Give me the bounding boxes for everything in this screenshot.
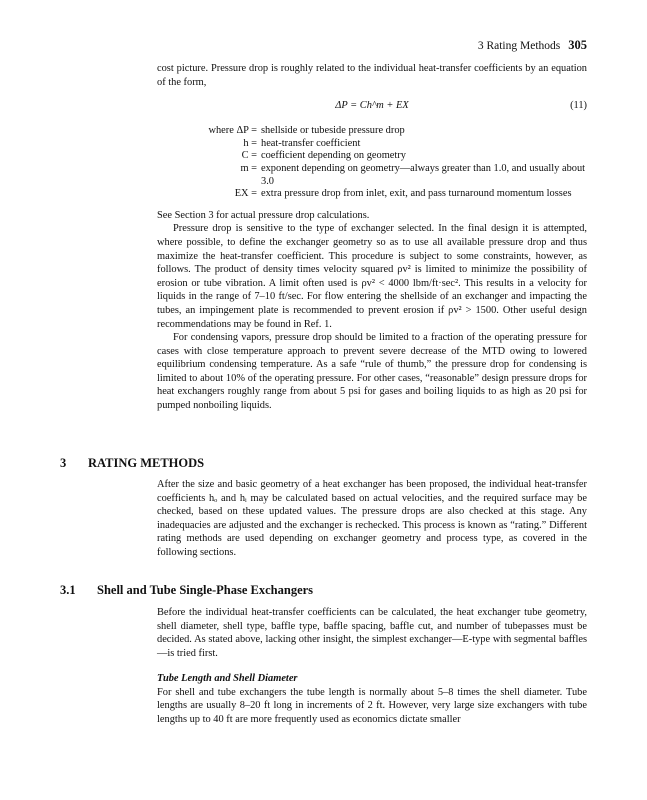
body-text [157, 62, 587, 413]
definition-text: heat-transfer coefficient [261, 137, 361, 149]
definition-label: m = [240, 162, 257, 174]
definition-text: shellside or tubeside pressure drop [261, 125, 405, 137]
subsection-body [157, 606, 587, 660]
definition-item [157, 188, 587, 201]
definition-label: h = [243, 137, 257, 149]
section-paragraph: After the size and basic geometry of a heat exchanger has been proposed, the individual heat-transfer coefficients hₒ and hᵢ may be calculated based on actual velocities, and the required surface may be checked, based on these updated values. The pressure drops are also checked at this stage. Any inadequacies are adjusted and the exchanger is rechecked. This process is known as “rating.” Different rating methods are used depending on exchanger geometry and process type, as covered in the following sections. [157, 479, 587, 558]
section-number: 3 [60, 456, 67, 470]
equation-expression: ΔP = Ch^m + EX [335, 100, 409, 112]
paragraph-see-section: See Section 3 for actual pressure drop calculations. [157, 209, 370, 221]
runin-block [157, 672, 587, 726]
subsection-paragraph: Before the individual heat-transfer coefficients can be calculated, the heat exchanger tube geometry, shell diameter, shell type, baffle type, baffle spacing, baffle cut, and number of tubepasses must be decided. As stated above, lacking other insight, the simplest exchanger—E-type with segmental baffles—is tried first. [157, 607, 587, 659]
subsection-heading [60, 583, 590, 598]
subsection-title: Shell and Tube Single-Phase Exchangers [97, 583, 314, 597]
runin-heading: Tube Length and Shell Diameter [157, 673, 298, 684]
equation-number: (11) [570, 100, 587, 112]
section-title: RATING METHODS [88, 456, 205, 470]
paragraph-condensing-vapors: For condensing vapors, pressure drop should be limited to a fraction of the operating pressure for cases with close temperature approach to prevent severe decrease of the MTD owing to lowered equilibrium condensing temperature. As a safe “rule of thumb,” the pressure drop for condensing is limited to about 10% of the operating pressure. For other cases, “reasonable” design pressure drops for heat exchangers roughly range from about 5 psi for gases and boiling liquids to as high as 20 psi for pumped nonboiling liquids. [157, 332, 587, 412]
intro-paragraph: cost picture. Pressure drop is roughly related to the individual heat-transfer coefficients by an equation of the form, [157, 63, 587, 88]
definition-item [157, 150, 587, 163]
definition-item [157, 163, 587, 188]
definition-item [157, 138, 587, 151]
paragraph-pressure-drop: Pressure drop is sensitive to the type of exchanger selected. In the final design it is attempted, where possible, to define the exchanger geometry so as to use all available pressure drop and thus maximize the heat-transfer coefficient. This procedure is subject to some constraints, however, as follows. The product of density times velocity squared ρv² is limited to minimize the possibility of erosion or tube vibration. A limit often used is ρv² < 4000 lbm/ft·sec². This results in a velocity for liquids in the range of 7–10 ft/sec. For flow entering the shellside of an exchanger and impacting the tubes, an impingement plate is recommended to prevent erosion if ρv² > 1500. Other useful design recommendations may be found in Ref. 1. [157, 223, 587, 330]
runin-paragraph: For shell and tube exchangers the tube length is normally about 5–8 times the shell diameter. Tube lengths are usually 8–20 ft long in increments of 2 ft. However, very large size exchangers with tube lengths up to 40 ft are more frequently used as economics dictate smaller [157, 686, 587, 725]
section-body [157, 478, 587, 560]
definition-label: C = [241, 150, 257, 162]
running-header [157, 38, 587, 54]
definition-label: EX = [234, 188, 257, 200]
definition-label: where ΔP = [208, 125, 257, 137]
subsection-number: 3.1 [60, 583, 76, 597]
page-number: 305 [568, 38, 587, 52]
running-title: 3 Rating Methods [477, 40, 561, 52]
definition-text: exponent depending on geometry—always greater than 1.0, and usually about 3.0 [261, 162, 586, 187]
definition-text: extra pressure drop from inlet, exit, and pass turnaround momentum losses [261, 188, 572, 200]
definition-text: coefficient depending on geometry [261, 150, 406, 162]
variable-definitions [157, 125, 587, 201]
section-heading [60, 456, 590, 471]
definition-item [157, 125, 587, 138]
equation-11 [157, 99, 587, 113]
